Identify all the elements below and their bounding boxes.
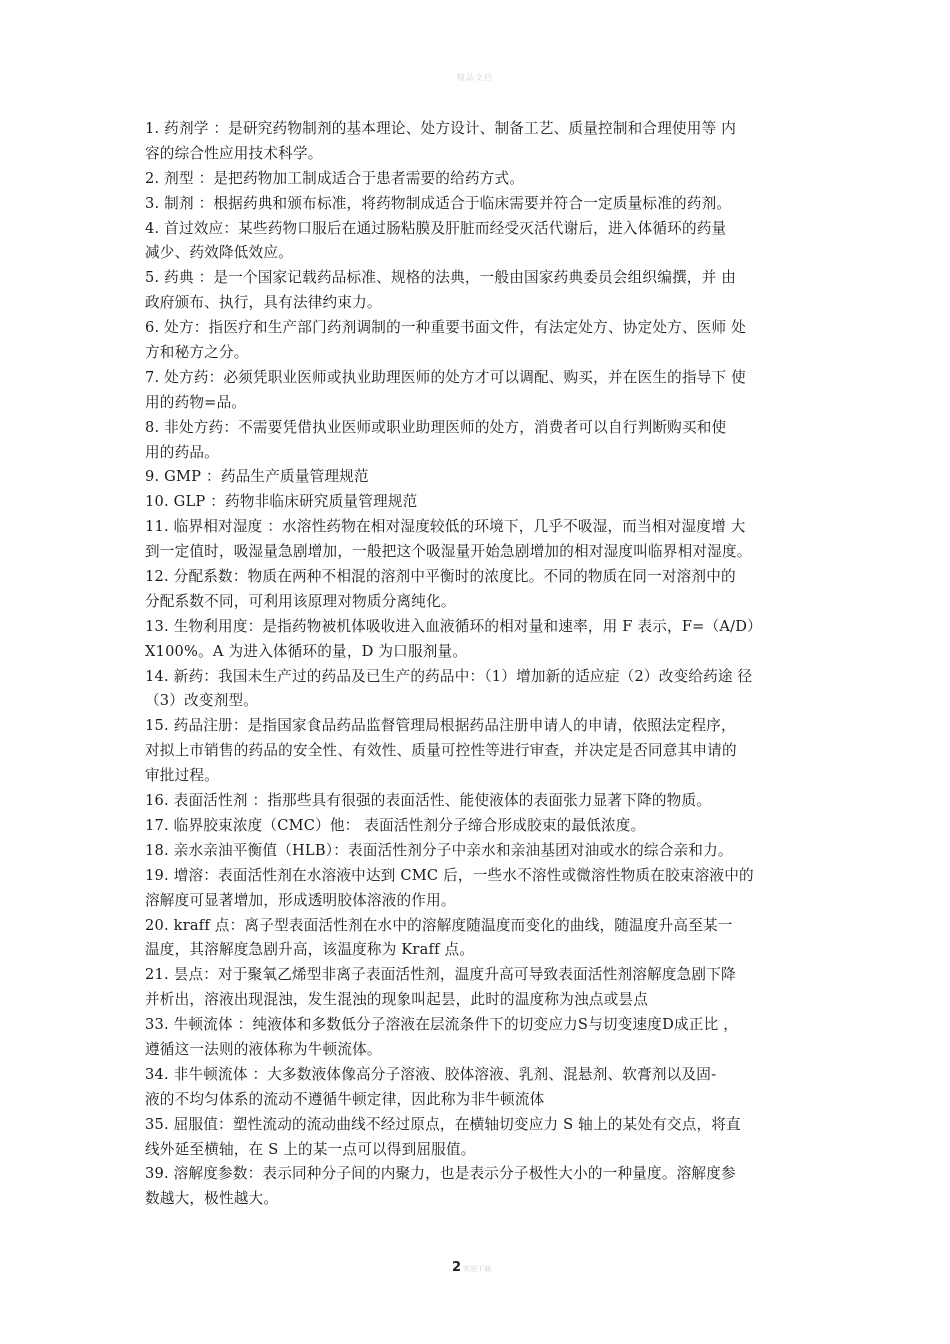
text-line: 16. 表面活性剂 ：指那些具有很强的表面活性、能使液体的表面张力显著下降的物质。 — [145, 792, 712, 810]
page-number: 2 — [452, 1260, 462, 1275]
footer-watermark: 欢迎下载 — [463, 1265, 492, 1273]
header-watermark: 精品文档 — [457, 73, 493, 82]
text-line: 用的药物=品。 — [145, 393, 247, 411]
text-line: 方和秘方之分。 — [145, 344, 249, 362]
text-line: 到一定值时，吸湿量急剧增加，一般把这个吸湿量开始急剧增加的相对湿度叫临界相对湿度。 — [145, 543, 752, 561]
text-line: 4. 首过效应：某些药物口服后在通过肠粘膜及肝脏而经受灭活代谢后，进入体循环的药量 — [145, 219, 727, 237]
text-line: 分配系数不同，可利用该原理对物质分离纯化。 — [145, 592, 456, 610]
text-line: 数越大，极性越大。 — [145, 1190, 279, 1208]
text-line: 2. 剂型 ：是把药物加工制成适合于患者需要的给药方式。 — [145, 169, 525, 187]
text-line: 21. 昙点：对于聚氧乙烯型非离子表面活性剂，温度升高可导致表面活性剂溶解度急剧下降 — [145, 966, 736, 984]
text-line: 14. 新药：我国未生产过的药品及已生产的药品中：（1）增加新的适应症（2）改变给药途 径 — [145, 667, 753, 685]
text-line: 政府颁布、执行，具有法律约束力。 — [145, 294, 382, 312]
text-line: 39. 溶解度参数：表示同种分子间的内聚力，也是表示分子极性大小的一种量度。溶解度参 — [145, 1165, 736, 1183]
text-line: 34. 非牛顿流体 ：大多数液体像高分子溶液、胶体溶液、乳剂、混悬剂、软膏剂以及固- — [145, 1065, 717, 1083]
text-line: 3. 制剂 ：根据药典和颁布标准，将药物制成适合于临床需要并符合一定质量标准的药剂。 — [145, 194, 732, 212]
text-line: 13. 生物利用度：是指药物被机体吸收进入血液循环的相对量和速率，用 F 表示，F=（A/D） — [145, 617, 762, 635]
text-line: 17. 临界胶束浓度（CMC）他： 表面活性剂分子缔合形成胶束的最低浓度。 — [145, 816, 646, 834]
text-line: 遵循这一法则的液体称为牛顿流体。 — [145, 1040, 382, 1058]
text-line: 8. 非处方药：不需要凭借执业医师或职业助理医师的处方，消费者可以自行判断购买和使 — [145, 418, 727, 436]
text-line: 线外延至横轴，在 S 上的某一点可以得到屈服值。 — [145, 1140, 476, 1158]
text-line: 审批过程。 — [145, 767, 219, 785]
text-line: 7. 处方药：必须凭职业医师或执业助理医师的处方才可以调配、购买，并在医生的指导下 使 — [145, 368, 746, 386]
page-footer — [452, 1256, 491, 1275]
text-line: 用的药品。 — [145, 443, 219, 461]
text-line: 11. 临界相对湿度 ：水溶性药物在相对湿度较低的环境下，几乎不吸湿，而当相对湿度增 大 — [145, 518, 746, 536]
text-line: 液的不均匀体系的流动不遵循牛顿定律，因此称为非牛顿流体 — [145, 1090, 545, 1108]
document-body — [145, 117, 807, 1212]
text-line: 18. 亲水亲油平衡值（HLB）：表面活性剂分子中亲水和亲油基团对油或水的综合亲和力。 — [145, 841, 733, 859]
text-line: 12. 分配系数：物质在两种不相混的溶剂中平衡时的浓度比。不同的物质在同一对溶剂中的 — [145, 568, 736, 586]
text-line: 20. kraff 点：离子型表面活性剂在水中的溶解度随温度而变化的曲线，随温度升高至某一 — [145, 916, 733, 934]
text-line: 35. 屈服值：塑性流动的流动曲线不经过原点，在横轴切变应力 S 轴上的某处有交点，将直 — [145, 1115, 741, 1133]
text-line: 6. 处方：指医疗和生产部门药剂调制的一种重要书面文件，有法定处方、协定处方、医师 处 — [145, 319, 746, 337]
text-line: 并析出，溶液出现混浊，发生混浊的现象叫起昙，此时的温度称为浊点或昙点 — [145, 991, 648, 1009]
text-line: 减少、药效降低效应。 — [145, 244, 293, 262]
text-line: 15. 药品注册：是指国家食品药品监督管理局根据药品注册申请人的申请，依照法定程序， — [145, 717, 736, 735]
text-line: 9. GMP ：药品生产质量管理规范 — [145, 468, 369, 486]
text-line: X100%。A 为进入体循环的量，D 为口服剂量。 — [145, 642, 468, 660]
text-line: 33. 牛顿流体 ：纯液体和多数低分子溶液在层流条件下的切变应力S与切变速度D成正比 ， — [145, 1016, 739, 1034]
text-line: 5. 药典 ：是一个国家记载药品标准、规格的法典，一般由国家药典委员会组织编撰，并 由 — [145, 269, 737, 287]
text-line: 19. 增溶：表面活性剂在水溶液中达到 CMC 后，一些水不溶性或微溶性物质在胶束溶液中的 — [145, 866, 754, 884]
text-line: 1. 药剂学 ：是研究药物制剂的基本理论、处方设计、制备工艺、质量控制和合理使用等 内 — [145, 120, 737, 137]
text-line: （3）改变剂型。 — [145, 692, 259, 710]
text-line: 温度，其溶解度急剧升高，该温度称为 Kraff 点。 — [145, 941, 475, 959]
text-line: 溶解度可显著增加，形成透明胶体溶液的作用。 — [145, 891, 456, 909]
text-line: 对拟上市销售的药品的安全性、有效性、质量可控性等进行审查，并决定是否同意其申请的 — [145, 742, 737, 760]
text-line: 10. GLP ：药物非临床研究质量管理规范 — [145, 493, 418, 511]
text-line: 容的综合性应用技术科学。 — [145, 144, 323, 162]
